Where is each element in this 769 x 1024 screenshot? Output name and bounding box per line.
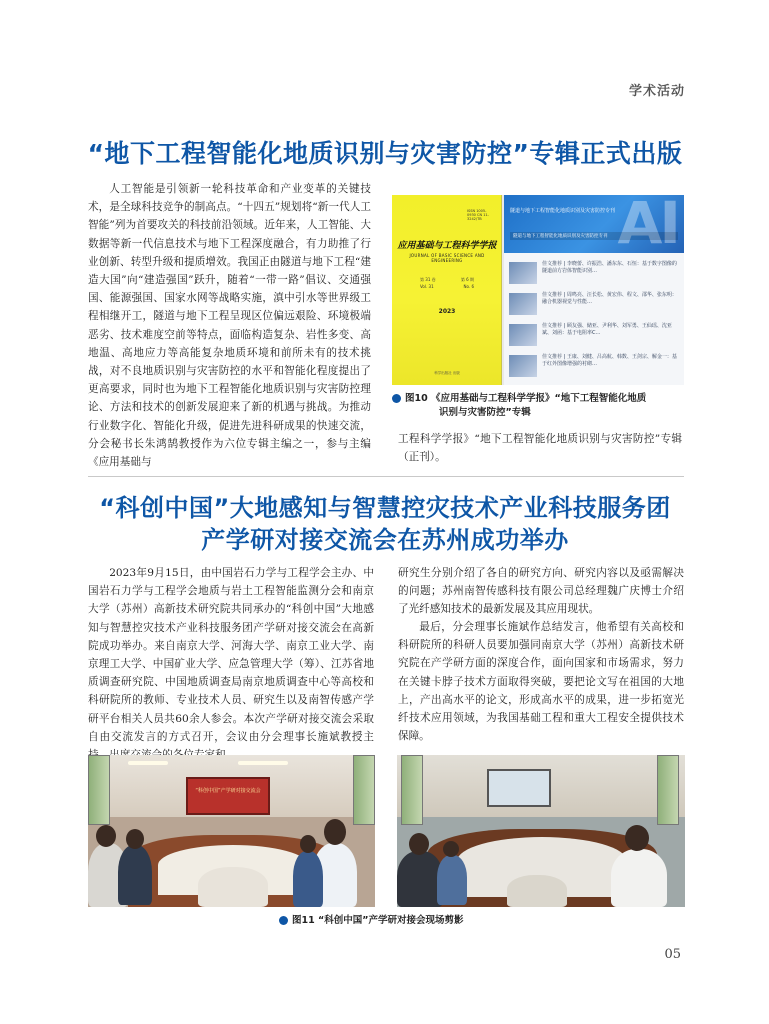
toc-banner-letters: AI (617, 195, 678, 253)
attendee (437, 855, 467, 905)
article2-paragraph1: 2023年9月15日，由中国岩石力学与工程学会主办、中国岩石力学与工程学会地质与岩土工程智能监测分会和南京大学（苏州）高新技术研究院共同承办的“科创中国”大地感知与智慧控灾技术产业科技服务团产学研对接交流会在高新院成功举办。来自南京大学、河海大学、南京工业大学、南京理工大学、中国矿业大学、应急管理大学（筹）、江苏省地质调查研究院、中国地质调查局南京地质调查中心等高校和科研院所的教师、专业技术人员、研究生以及南智传感产学研平台相关人员共60余人参会。本次产学研对接交流会采取自由交流发言的方式召开，会议由分会理事长施斌教授主 (88, 567, 374, 743)
attendee-head (409, 833, 429, 855)
toc-entry (509, 352, 679, 379)
cover-vol-en: Vol. 31 (420, 284, 434, 289)
toc-banner-sub: 隧道与地下工程智能化地质识别及灾害防控专刊 (510, 232, 678, 240)
article2-title-line1: “科创中国”大地感知与智慧控灾技术产业科技服务团 (99, 494, 671, 522)
toc-banner-text: 隧道与地下工程智能化地质识别及灾害防控专刊 (510, 208, 616, 214)
attendee-head (96, 825, 116, 847)
attendee (507, 875, 567, 907)
toc-thumbnail (509, 324, 537, 346)
attendee (118, 845, 152, 905)
toc-entry (509, 259, 679, 286)
cover-publisher: 科学出版社 出版 (434, 371, 460, 375)
window (88, 755, 110, 825)
cover-issue-cn: 第 6 期 (460, 277, 474, 282)
toc-thumbnail (509, 355, 537, 377)
article2-title-line2: 产学研对接交流会在苏州成功举办 (201, 526, 569, 554)
caption-bullet-icon (392, 394, 401, 403)
article1-body-continued: 工程科学学报》“地下工程智能化地质识别与灾害防控”专辑（正刊）。 (398, 433, 682, 464)
article1-body: 人工智能是引领新一轮科技革命和产业变革的关键技术，是全球科技竞争的制高点。“十四五”规划将“新一代人工智能”列为首要攻关的科技前沿领域。近年来，人工智能、大数据等新一代信息技术与地下工程深度融合，有力助推了行业创新、转型升级和提质增效。我国正由隧道与地下工程“建造大国”向“建造强国”跃升，随着“一带一路”倡议、交通强国、能源强国、国家水网等战略实施，滇中引水等世界级工程相继开工，隧道与地下工程呈现区位偏远艰险、环境极端恶劣、技术难度空前等特点，面临构造复杂、岩性多变、高地温、高地应力等高能复杂地质环境和前所未有的技术挑战，对不良地质识别与灾害防控的水平和智能化程度提出了更高要求，同时也为地下工程智能化地质识别与灾害防控理论、方法和技术的创新发展迎来了新的机遇与挑战。为推动行业数字化、智能化升级，促进先进科研成果的快速交流，分会秘书长朱鸿鹄教授作为六位专辑主编之一，参与主编《应用基础与 (88, 183, 371, 469)
window (353, 755, 375, 825)
attendee (198, 867, 268, 907)
toc-entry (509, 290, 679, 317)
page-number: 05 (664, 947, 681, 962)
figure10-caption (405, 392, 675, 420)
article2-paragraph1-continued: 研究生分别介绍了各自的研究方向、研究内容以及亟需解决的问题；苏州南智传感科技有限公司总经理魏广庆博士介绍了光纤感知技术的最新发展及其应用现状。 (398, 567, 684, 616)
article1-title: “地下工程智能化地质识别与灾害防控”专辑正式出版 (87, 139, 683, 168)
meeting-photo-left (88, 755, 375, 907)
caption-bullet-icon (279, 916, 288, 925)
attendee-head (625, 825, 649, 851)
toc-thumbnail (509, 293, 537, 315)
attendee (293, 851, 323, 907)
figure10-caption-line2: 识别与灾害防控”专辑 (439, 407, 531, 418)
figure11-caption (292, 914, 552, 928)
meeting-photo-right (397, 755, 685, 907)
article2-paragraph2: 最后，分会理事长施斌作总结发言，他希望有关高校和科研院所的科研人员要加强同南京大学（苏州）高新技术研究院在产学研方面的深度合作，面向国家和市场需求，努力在关键卡脖子技术方面取得突破，要把论文写在祖国的大地上，产出高水平的论文，形成高水平的成果，进一步拓宽光纤技术应用领域，为我国基础工程和重大工程安全提供技术保障。 (398, 621, 684, 743)
toc-entry-text: 佳文推荐 | 李晓蕾、许振浩、潘东东、石恒：基于数字图像的隧道前方岩体智能识别… (542, 261, 677, 274)
section-tag: 学术活动 (628, 84, 685, 99)
cover-volume-cn: 第 31 卷 (420, 277, 436, 282)
figure10-caption-line1: 图10 《应用基础与工程科学学报》“地下工程智能化地质 (405, 393, 647, 404)
section-divider (88, 476, 684, 477)
cover-year: 2023 (438, 308, 456, 315)
toc-panel (504, 195, 684, 385)
projection-screen (186, 777, 270, 815)
ceiling-light (238, 761, 288, 765)
attendee-head (443, 841, 459, 857)
window (401, 755, 423, 825)
cover-title-cn: 应用基础与工程科学学报 (397, 241, 497, 251)
cover-issue-en: No. 6 (463, 284, 474, 289)
projection-screen (487, 769, 551, 807)
cover-volume-en (420, 284, 474, 289)
toc-entry-text: 佳文推荐 | 周鸣亮、汪长松、黄宏伟、程文、邵华、张东明：融合机器视觉与性能… (542, 292, 677, 305)
cover-issn: ISSN 1005-0930 CN 11-3242/TB (467, 209, 489, 221)
cover-title-en: JOURNAL OF BASIC SCIENCE AND ENGINEERING (409, 253, 485, 263)
figure10-image (392, 195, 684, 385)
window (657, 755, 679, 825)
attendee-head (300, 835, 316, 853)
attendee-head (126, 829, 144, 849)
journal-cover (392, 195, 502, 385)
toc-banner (504, 195, 684, 253)
attendee (611, 849, 667, 907)
figure11-caption-text: 图11 “科创中国”产学研对接会现场剪影 (292, 915, 464, 926)
ceiling-light (128, 761, 168, 765)
screen-text: “科创中国”产学研对接交流会 (195, 788, 261, 794)
toc-entry-text: 佳文推荐 | 顾友强、储亚、尹利华、刘军勇、王仙瑶、沈亚斌、刘函：基于电阻率C… (542, 323, 672, 336)
cover-volume (420, 277, 474, 283)
toc-thumbnail (509, 262, 537, 284)
attendee-head (324, 819, 346, 845)
toc-entry (509, 321, 679, 348)
toc-entry-text: 佳文推荐 | 王康、刘健、吕高航、韩数、王剑宗、解金一：基于红外图像增强的衬砌… (542, 354, 677, 367)
